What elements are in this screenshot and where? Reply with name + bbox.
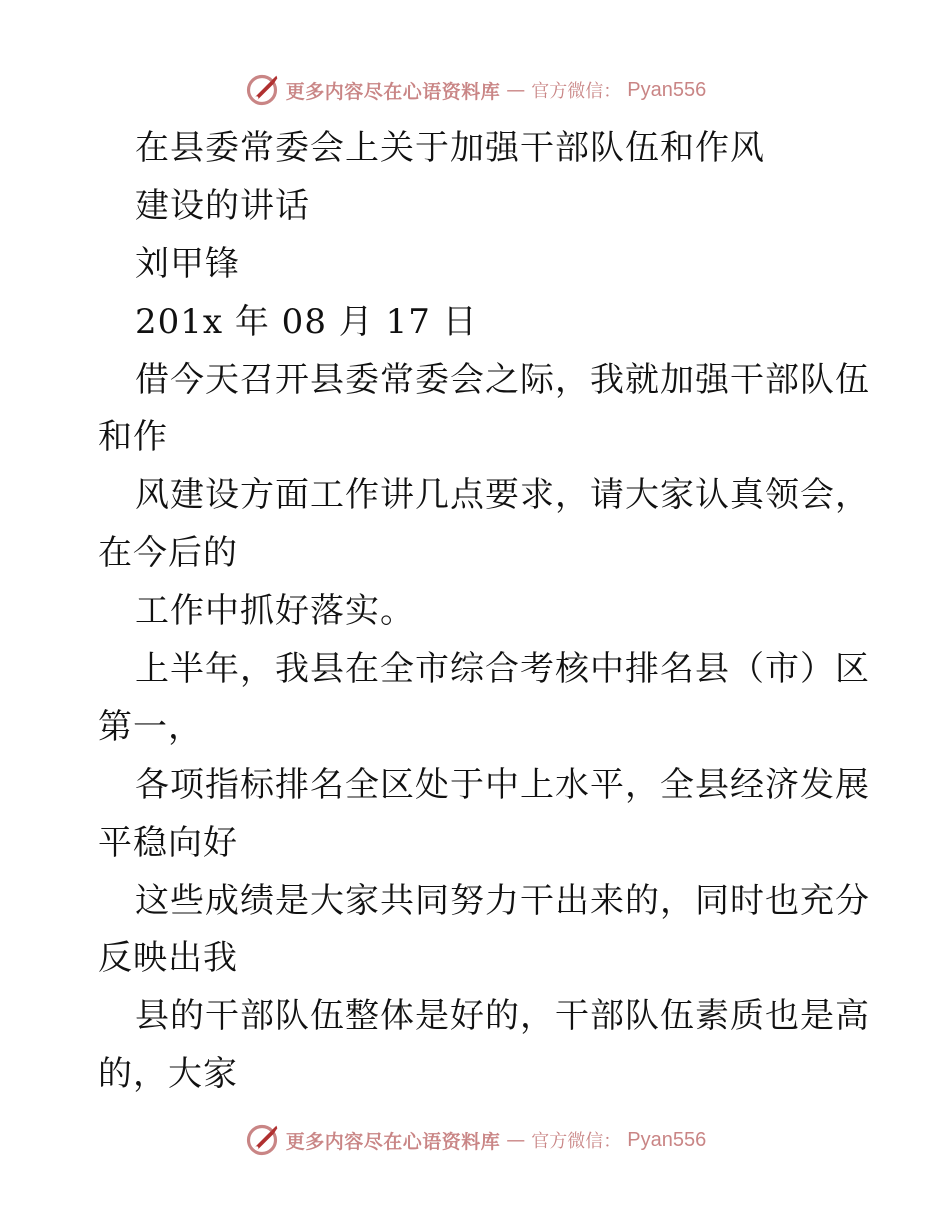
document-line: 在今后的 bbox=[98, 533, 238, 574]
document-line: 县的干部队伍整体是好的，干部队伍素质也是高 bbox=[135, 996, 870, 1037]
watermark-wechat-id: Pyan556 bbox=[627, 78, 707, 101]
document-line: 风建设方面工作讲几点要求，请大家认真领会， bbox=[135, 475, 870, 516]
document-line: 上半年，我县在全市综合考核中排名县（市）区 bbox=[135, 649, 870, 690]
quill-pen-logo-icon bbox=[244, 72, 280, 108]
document-line: 的，大家 bbox=[98, 1054, 238, 1095]
document-line: 这些成绩是大家共同努力干出来的，同时也充分 bbox=[135, 880, 870, 921]
document-line: 平稳向好 bbox=[98, 822, 238, 863]
document-line: 和作 bbox=[98, 417, 168, 458]
watermark-dash: — bbox=[506, 79, 526, 101]
watermark-dash: — bbox=[506, 1129, 526, 1151]
document-line: 建设的讲话 bbox=[135, 185, 310, 226]
document-line: 各项指标排名全区处于中上水平，全县经济发展 bbox=[135, 764, 870, 805]
header-watermark bbox=[0, 70, 950, 110]
document-line: 第一， bbox=[98, 706, 203, 747]
document-line: 刘甲锋 bbox=[135, 243, 240, 284]
document-line: 反映出我 bbox=[98, 938, 238, 979]
document-body bbox=[98, 120, 870, 1104]
document-line: 工作中抓好落实。 bbox=[135, 591, 415, 632]
document-line: 201x 年 08 月 17 日 bbox=[135, 301, 478, 342]
watermark-wechat-label: 官方微信： bbox=[531, 1131, 622, 1152]
watermark-wechat-id: Pyan556 bbox=[627, 1128, 707, 1151]
watermark-brand-text: 更多内容尽在心语资料库 bbox=[285, 1130, 501, 1153]
quill-pen-logo-icon bbox=[244, 1122, 280, 1158]
watermark-wechat-label: 官方微信： bbox=[531, 81, 622, 102]
document-line: 借今天召开县委常委会之际，我就加强干部队伍 bbox=[135, 359, 870, 400]
watermark-brand-text: 更多内容尽在心语资料库 bbox=[285, 80, 501, 103]
document-line: 在县委常委会上关于加强干部队伍和作风 bbox=[135, 128, 765, 168]
footer-watermark bbox=[0, 1120, 950, 1160]
